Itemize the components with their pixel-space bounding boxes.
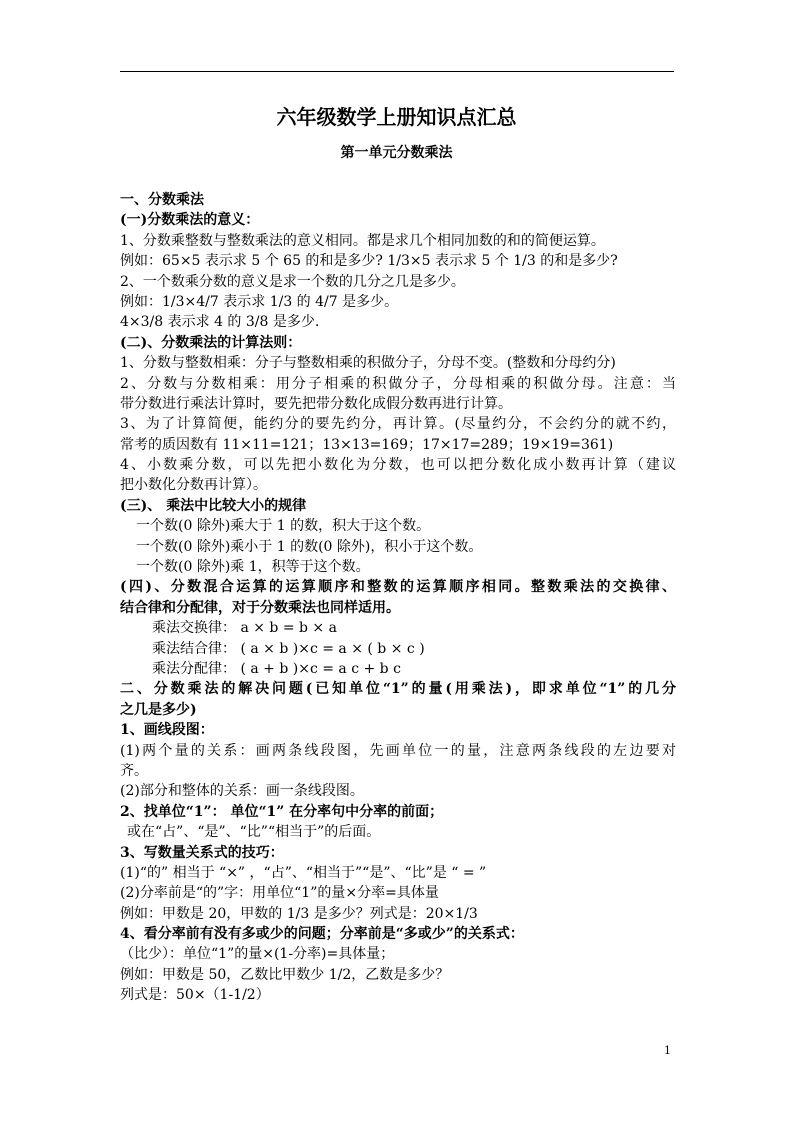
paragraph-line: 4×3/8 表示求 4 的 3/8 是多少. <box>120 314 320 331</box>
paragraph-line: （比少）：单位“1”的量×(1-分率)=具体量； <box>120 946 395 963</box>
subsection-heading: (四)、分数混合运算的运算顺序和整数的运算顺序相同。整数乘法的交换律、 <box>120 579 676 596</box>
rule-line: 一个数(0 除外)乘大于 1 的数，积大于这个数。 <box>136 518 431 535</box>
unit-subtitle: 第一单元分数乘法 <box>340 145 453 161</box>
subsection-heading: (二)、分数乘法的计算法则： <box>120 334 302 351</box>
law-line: 乘法分配律： ( a + b )×c = a c + b c <box>152 660 401 677</box>
paragraph-line: (2)部分和整体的关系：画一条线段图。 <box>120 783 364 800</box>
header-rule <box>120 71 674 72</box>
paragraph-line: 2、分数与分数相乘：用分子相乘的积做分子，分母相乘的积做分母。注意：当 <box>120 375 676 392</box>
rule-line: 一个数(0 除外)乘小于 1 的数(0 除外)，积小于这个数。 <box>136 538 483 555</box>
paragraph-line: 或在“占”、“是”、“比”“相当于”的后面。 <box>127 824 381 841</box>
paragraph-line: (1)“的” 相当于 “×” ，“占”、“相当于”“是”、“比”是 “ = ” <box>120 864 487 881</box>
paragraph-line: 4、小数乘分数，可以先把小数化为分数，也可以把分数化成小数再计算（建议 <box>120 457 676 474</box>
law-line: 乘法结合律： ( a × b )×c = a × ( b × c ) <box>152 640 425 657</box>
section-heading: 之几是多少) <box>120 701 197 718</box>
subsection-heading: 3、写数量关系式的技巧： <box>120 844 284 861</box>
section-heading: 二、分数乘法的解决问题(已知单位“1”的量(用乘法)，即求单位“1”的几分 <box>120 681 676 698</box>
rule-line: 一个数(0 除外)乘 1，积等于这个数。 <box>136 559 370 576</box>
paragraph-line: 例如：甲数是 50，乙数比甲数少 1/2，乙数是多少？ <box>120 966 450 983</box>
page-number: 1 <box>664 1044 671 1057</box>
page-title: 六年级数学上册知识点汇总 <box>276 105 517 129</box>
paragraph-line: 把小数化分数再计算）。 <box>120 477 267 494</box>
paragraph-line: (2)分率前是“的”字：用单位“1”的量×分率=具体量 <box>120 885 439 902</box>
section-heading: 一、分数乘法 <box>120 192 204 208</box>
paragraph-line: (1)两个量的关系：画两条线段图，先画单位一的量，注意两条线段的左边要对 <box>120 742 676 759</box>
subsection-heading: (三)、 乘法中比较大小的规律 <box>120 497 307 514</box>
paragraph-line: 例如：甲数是 20，甲数的 1/3 是多少？列式是：20×1/3 <box>120 905 478 922</box>
paragraph-line: 1、分数乘整数与整数乘法的意义相同。都是求几个相同加数的和的简便运算。 <box>120 232 605 249</box>
paragraph-line: 例如：65×5 表示求 5 个 65 的和是多少? 1/3×5 表示求 5 个 1/3 的和是多少? <box>120 253 618 270</box>
paragraph-line: 齐。 <box>120 762 148 779</box>
subsection-heading: 4、看分率前有没有多或少的问题；分率前是“多或少”的关系式： <box>120 926 524 943</box>
paragraph-line: 常考的质因数有 11×11=121；13×13=169；17×17=289；19×19=361) <box>120 436 614 453</box>
document-body <box>120 180 676 1006</box>
paragraph-line: 列式是：50×（1-1/2） <box>120 987 270 1004</box>
paragraph-line: 1、分数与整数相乘：分子与整数相乘的积做分子，分母不变。(整数和分母约分) <box>120 355 616 372</box>
subsection-heading: 1、画线段图： <box>120 722 214 739</box>
subsection-heading: 结合律和分配律，对于分数乘法也同样适用。 <box>120 599 400 616</box>
subsection-heading: 2、找单位“1”： 单位“1” 在分率句中分率的前面； <box>120 803 444 820</box>
paragraph-line: 2、一个数乘分数的意义是求一个数的几分之几是多少。 <box>120 273 465 290</box>
paragraph-line: 例如：1/3×4/7 表示求 1/3 的 4/7 是多少。 <box>120 293 399 310</box>
law-line: 乘法交换律： a × b = b × a <box>152 620 337 637</box>
subsection-heading: (一)分数乘法的意义： <box>120 212 260 229</box>
paragraph-line: 带分数进行乘法计算时，要先把带分数化成假分数再进行计算。 <box>120 395 512 412</box>
paragraph-line: 3、为了计算简便，能约分的要先约分，再计算。(尽量约分，不会约分的就不约， <box>120 416 676 433</box>
